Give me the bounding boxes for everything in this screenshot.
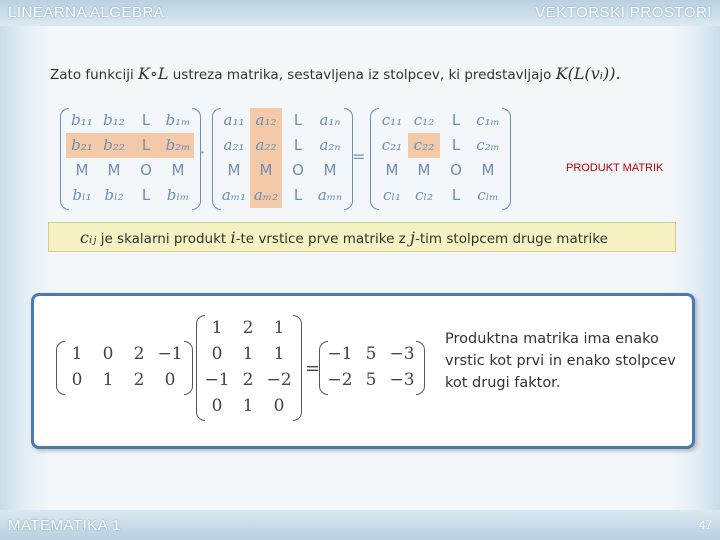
- result-matrix-cell: −1: [327, 344, 353, 364]
- matrix-A-cell: a₁₂: [255, 111, 277, 129]
- matrix-C-cell: c₂₂: [413, 136, 435, 154]
- middle-matrix-cell: 1: [273, 318, 285, 338]
- header-chapter-title: VEKTORSKI PROSTORI: [535, 4, 712, 21]
- left-matrix-cell: 0: [102, 344, 114, 364]
- left-matrix-cell: 2: [133, 370, 145, 390]
- matrix-A-cell: a₂₁: [223, 136, 245, 154]
- left-matrix-bracket-right: [184, 341, 193, 395]
- matrix-A-cell: M: [259, 161, 273, 179]
- middle-matrix-cell: 0: [211, 396, 223, 416]
- intro-text: [50, 64, 621, 83]
- middle-matrix-cell: 2: [242, 370, 254, 390]
- middle-matrix-cell: 0: [211, 344, 223, 364]
- matrix-A-cell: a₂ₙ: [319, 136, 341, 154]
- matrix-B-cell: bₗ₁: [72, 186, 92, 204]
- definition-text: [80, 228, 608, 247]
- definition-math-j: j: [410, 228, 416, 247]
- intro-text-before: Zato funkciji: [50, 67, 139, 83]
- matrix-B-cell: L: [141, 111, 151, 129]
- matrix-A-cell: aₘₙ: [317, 186, 343, 204]
- result-matrix-cell: −2: [327, 370, 353, 390]
- left-matrix-cell: 1: [102, 370, 114, 390]
- multiply-dot: ·: [200, 143, 206, 162]
- definition-text-1: je skalarni produkt: [96, 231, 231, 247]
- matrix-C-cell: c₂ₘ: [476, 136, 500, 154]
- matrix-B-cell: b₁ₘ: [165, 111, 191, 129]
- matrix-B-cell: b₁₂: [103, 111, 125, 129]
- matrix-A-cell: L: [293, 136, 303, 154]
- middle-matrix-cell: 0: [273, 396, 285, 416]
- matrix-C-cell: cₗ₂: [414, 186, 434, 204]
- example-note: Produktna matrika ima enako vrstic kot prvi in enako stolpcev kot drugi faktor.: [445, 331, 676, 391]
- matrix-B-cell: b₂₂: [103, 136, 125, 154]
- matrix-B-cell: b₂ₘ: [165, 136, 191, 154]
- left-matrix-cell: 0: [71, 370, 83, 390]
- produkt-matrik-label: PRODUKT MATRIK: [566, 162, 664, 174]
- matrix-C-cell: c₂₁: [381, 136, 403, 154]
- footer-course: MATEMATIKA 1: [8, 517, 121, 534]
- matrix-A-cell: a₂₂: [255, 136, 277, 154]
- middle-matrix-cell: 1: [211, 318, 223, 338]
- matrix-C-cell: M: [417, 161, 431, 179]
- left-matrix-cell: −1: [157, 344, 183, 364]
- result-matrix-cell: −3: [389, 370, 415, 390]
- matrix-A-cell: a₁₁: [223, 111, 245, 129]
- result-matrix-cell: 5: [365, 344, 377, 364]
- matrix-B-cell: b₂₁: [71, 136, 93, 154]
- matrix-B-cell: b₁₁: [71, 111, 93, 129]
- equals-sign: =: [352, 147, 366, 166]
- matrix-B-cell: M: [107, 161, 121, 179]
- middle-matrix-cell: −1: [204, 370, 230, 390]
- matrix-B-cell: M: [75, 161, 89, 179]
- definition-math-i: i: [230, 228, 236, 247]
- matrix-C-cell: M: [385, 161, 399, 179]
- middle-matrix-cell: −2: [266, 370, 292, 390]
- result-matrix-cell: 5: [365, 370, 377, 390]
- middle-matrix-cell: 1: [273, 344, 285, 364]
- matrix-C-cell: cₗₘ: [477, 186, 499, 204]
- matrix-A-cell: M: [227, 161, 241, 179]
- matrix-A-cell: a₁ₙ: [319, 111, 341, 129]
- header-course-title: LINEARNA ALGEBRA: [8, 4, 165, 21]
- matrix-C-cell: L: [451, 111, 461, 129]
- matrix-A-cell: L: [293, 186, 303, 204]
- matrix-B-cell: M: [171, 161, 185, 179]
- matrix-B-cell: bₗ₂: [104, 186, 124, 204]
- definition-text-3: -tim stolpcem druge matrike: [415, 231, 608, 247]
- result-matrix-bracket-right: [416, 341, 425, 395]
- result-matrix-cell: −3: [389, 344, 415, 364]
- matrix-C-cell: cₗ₁: [382, 186, 402, 204]
- matrix-C-cell: c₁ₘ: [476, 111, 500, 129]
- intro-text-middle: ustreza matrika, sestavljena iz stolpcev, ki predstavljajo: [168, 67, 556, 83]
- left-matrix-cell: 0: [164, 370, 176, 390]
- matrix-A-cell: O: [292, 161, 304, 179]
- general-matrix-product: [60, 105, 580, 210]
- matrix-B-cell: bₗₘ: [166, 186, 190, 204]
- middle-matrix-cell: 1: [242, 344, 254, 364]
- intro-math-image: K(L(vᵢ)).: [555, 64, 621, 83]
- definition-math-cij: cᵢⱼ: [80, 228, 97, 247]
- definition-text-2: -te vrstice prve matrike z: [235, 231, 411, 247]
- intro-math-composition: K∘L: [138, 64, 169, 83]
- matrix-C-cell: c₁₂: [413, 111, 435, 129]
- page-number: 47: [698, 518, 712, 532]
- matrix-A-cell: M: [323, 161, 337, 179]
- left-matrix-cell: 2: [133, 344, 145, 364]
- middle-matrix-bracket-right: [293, 315, 302, 421]
- matrix-A-cell: aₘ₁: [221, 186, 247, 204]
- middle-matrix-cell: 2: [242, 318, 254, 338]
- matrix-C-cell: M: [481, 161, 495, 179]
- matrix-B-cell: O: [140, 161, 152, 179]
- left-matrix-cell: 1: [71, 344, 83, 364]
- matrix-A-cell: aₘ₂: [253, 186, 279, 204]
- matrix-B-cell: L: [141, 186, 151, 204]
- example-equals: =: [305, 358, 321, 379]
- matrix-C-cell: L: [451, 136, 461, 154]
- matrix-C-cell: c₁₁: [381, 111, 403, 129]
- matrix-A-cell: L: [293, 111, 303, 129]
- matrix-B-cell: L: [141, 136, 151, 154]
- middle-matrix-cell: 1: [242, 396, 254, 416]
- matrix-C-cell: L: [451, 186, 461, 204]
- matrix-C-cell: O: [450, 161, 462, 179]
